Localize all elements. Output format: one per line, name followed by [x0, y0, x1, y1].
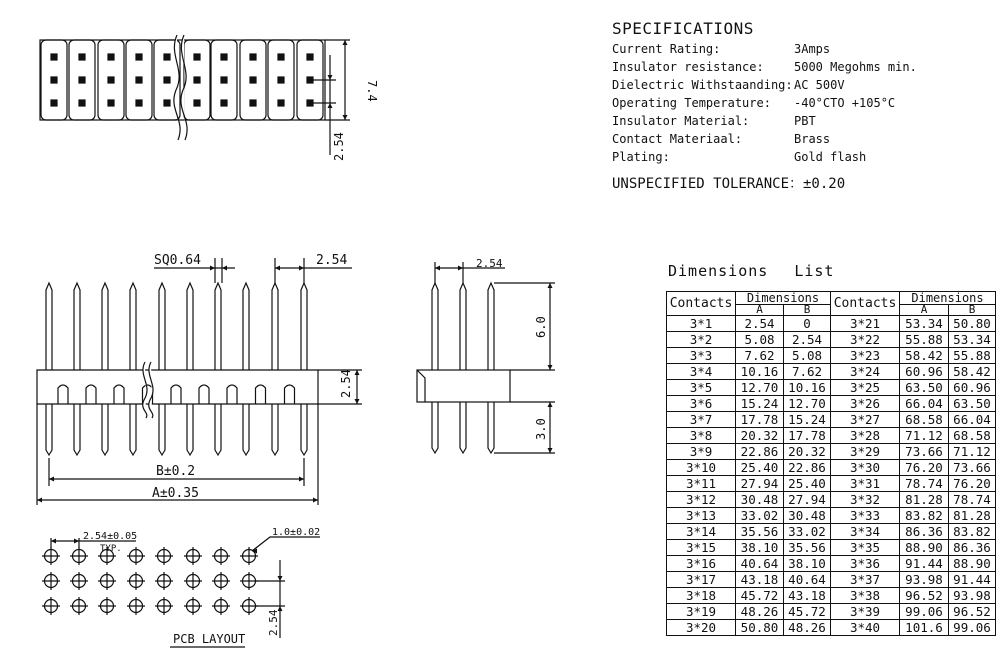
tolerance-note: UNSPECIFIED TOLERANCE：±0.20: [612, 176, 846, 192]
side-pitch-label: 2.54: [476, 257, 503, 270]
dim-b-cell: 15.24: [784, 412, 831, 428]
dim-a-cell: 91.44: [900, 556, 949, 572]
pin-upper: [130, 283, 136, 370]
housing-body: [37, 370, 318, 404]
pin-square: [108, 100, 114, 106]
contacts-cell: 3*18: [667, 588, 736, 604]
pin-square: [221, 100, 227, 106]
arrowhead: [328, 75, 333, 80]
dim-b-label: B±0.2: [156, 464, 196, 479]
dim-a-cell: 2.54: [736, 316, 784, 332]
pin-lower: [187, 404, 193, 455]
pcb-layout-title: PCB LAYOUT: [173, 632, 246, 646]
contacts-cell: 3*9: [667, 444, 736, 460]
contacts-cell: 3*5: [667, 380, 736, 396]
contacts-cell: 3*15: [667, 540, 736, 556]
pin-upper: [215, 283, 221, 370]
arrowhead: [210, 266, 215, 271]
contacts-cell: 3*36: [831, 556, 900, 572]
leader-line: [252, 537, 320, 551]
pin-upper: [432, 283, 438, 370]
pin-lower: [215, 404, 221, 455]
pin-square: [79, 54, 85, 60]
housing-notch: [285, 385, 295, 404]
dim-b-cell: 22.86: [784, 460, 831, 476]
pin-lower: [301, 404, 307, 455]
pin-square: [136, 100, 142, 106]
dim-b-cell: 17.78: [784, 428, 831, 444]
housing-notch: [58, 385, 68, 404]
dim-a-cell: 40.64: [736, 556, 784, 572]
pin-square: [307, 54, 313, 60]
dim-b-cell: 63.50: [949, 396, 996, 412]
arrowhead: [458, 266, 463, 271]
spec-label: Insulator resistance:: [612, 60, 764, 74]
pin-square: [79, 77, 85, 83]
dim-b-cell: 45.72: [784, 604, 831, 620]
pin-square: [164, 54, 170, 60]
pin-upper: [102, 283, 108, 370]
dim-a-cell: 83.82: [900, 508, 949, 524]
spec-label: Insulator Material:: [612, 114, 750, 128]
dim-a-cell: 60.96: [900, 364, 949, 380]
pcb-row-pitch-label: 2.54: [267, 609, 280, 636]
dim-a-cell: 53.34: [900, 316, 949, 332]
contacts-cell: 3*31: [831, 476, 900, 492]
dim-b-cell: 76.20: [949, 476, 996, 492]
contacts-cell: 3*27: [831, 412, 900, 428]
top-view: [40, 35, 350, 155]
top-pitch-label: 2.54: [332, 132, 346, 161]
arrowhead: [355, 370, 360, 375]
pin-square: [221, 54, 227, 60]
pin-square: [164, 100, 170, 106]
pin-square: [51, 100, 57, 106]
pin-square-label: SQ0.64: [154, 253, 201, 268]
spec-label: Operating Temperature:: [612, 96, 771, 110]
pin-lower: [46, 404, 52, 455]
dim-b-cell: 5.08: [784, 348, 831, 364]
contacts-cell: 3*20: [667, 620, 736, 636]
dim-b-cell: 0: [784, 316, 831, 332]
side-lower-label: 3.0: [534, 418, 548, 440]
dim-a-cell: 78.74: [900, 476, 949, 492]
pin-lower: [432, 402, 438, 453]
pin-upper: [243, 283, 249, 370]
arrowhead: [74, 539, 79, 544]
dim-b-cell: 83.82: [949, 524, 996, 540]
contacts-header: Contacts: [831, 292, 900, 316]
arrowhead: [313, 498, 318, 503]
pin-upper: [488, 283, 494, 370]
contacts-cell: 3*39: [831, 604, 900, 620]
housing-notch: [227, 385, 237, 404]
dim-b-cell: 48.26: [784, 620, 831, 636]
contacts-cell: 3*10: [667, 460, 736, 476]
b-header: B: [784, 305, 831, 316]
dim-b-cell: 2.54: [784, 332, 831, 348]
spec-value: 5000 Megohms min.: [794, 60, 917, 74]
break-mark: [174, 35, 180, 140]
dim-a-cell: 12.70: [736, 380, 784, 396]
dim-a-cell: 20.32: [736, 428, 784, 444]
arrowhead: [51, 539, 56, 544]
dim-a-cell: 101.6: [900, 620, 949, 636]
dim-b-cell: 91.44: [949, 572, 996, 588]
dim-a-cell: 58.42: [900, 348, 949, 364]
contacts-cell: 3*25: [831, 380, 900, 396]
contacts-cell: 3*8: [667, 428, 736, 444]
dim-a-cell: 96.52: [900, 588, 949, 604]
pin-lower: [272, 404, 278, 455]
contacts-cell: 3*3: [667, 348, 736, 364]
arrowhead: [328, 103, 333, 108]
contacts-cell: 3*33: [831, 508, 900, 524]
dim-a-cell: 17.78: [736, 412, 784, 428]
dim-a-cell: 73.66: [900, 444, 949, 460]
arrowhead: [343, 40, 348, 45]
arrowhead: [548, 402, 553, 407]
contacts-cell: 3*35: [831, 540, 900, 556]
pin-square: [250, 54, 256, 60]
list-title-word: List: [794, 262, 835, 280]
dim-a-cell: 5.08: [736, 332, 784, 348]
spec-value: 3Amps: [794, 42, 831, 56]
pin-lower: [460, 402, 466, 453]
pin-square: [194, 100, 200, 106]
dim-a-cell: 93.98: [900, 572, 949, 588]
contacts-cell: 3*30: [831, 460, 900, 476]
dim-a-cell: 66.04: [900, 396, 949, 412]
dim-b-cell: 25.40: [784, 476, 831, 492]
contacts-cell: 3*24: [831, 364, 900, 380]
dim-a-cell: 99.06: [900, 604, 949, 620]
contacts-cell: 3*12: [667, 492, 736, 508]
dim-b-cell: 38.10: [784, 556, 831, 572]
dim-a-label: A±0.35: [152, 486, 199, 501]
front-body-label: 2.54: [339, 369, 353, 398]
contacts-cell: 3*4: [667, 364, 736, 380]
dim-b-cell: 27.94: [784, 492, 831, 508]
spec-value: AC 500V: [794, 78, 845, 92]
pin-lower: [102, 404, 108, 455]
dimensions-header: Dimensions: [736, 292, 831, 305]
pin-square: [250, 77, 256, 83]
dim-b-cell: 50.80: [949, 316, 996, 332]
a-header: A: [736, 305, 784, 316]
arrowhead: [355, 399, 360, 404]
contacts-cell: 3*6: [667, 396, 736, 412]
dim-a-cell: 71.12: [900, 428, 949, 444]
contacts-cell: 3*23: [831, 348, 900, 364]
pin-square: [79, 100, 85, 106]
dim-b-cell: 66.04: [949, 412, 996, 428]
pin-square: [108, 77, 114, 83]
dim-b-cell: 30.48: [784, 508, 831, 524]
contacts-cell: 3*32: [831, 492, 900, 508]
pin-upper: [272, 283, 278, 370]
arrowhead: [548, 283, 553, 288]
dim-a-cell: 63.50: [900, 380, 949, 396]
spec-label: Dielectric Withstaanding:: [612, 78, 793, 92]
front-pitch-label: 2.54: [316, 253, 348, 268]
dim-b-cell: 58.42: [949, 364, 996, 380]
dim-b-cell: 33.02: [784, 524, 831, 540]
dim-a-cell: 10.16: [736, 364, 784, 380]
dim-b-cell: 88.90: [949, 556, 996, 572]
dim-b-cell: 10.16: [784, 380, 831, 396]
dim-a-cell: 76.20: [900, 460, 949, 476]
dim-b-cell: 60.96: [949, 380, 996, 396]
spec-value: Gold flash: [794, 150, 867, 164]
contacts-cell: 3*34: [831, 524, 900, 540]
a-header: A: [900, 305, 949, 316]
contacts-cell: 3*22: [831, 332, 900, 348]
dim-b-cell: 93.98: [949, 588, 996, 604]
housing-chamfer: [417, 370, 425, 402]
contacts-cell: 3*11: [667, 476, 736, 492]
spec-value: -40°CTO +105°C: [794, 96, 896, 110]
dim-b-cell: 96.52: [949, 604, 996, 620]
pcb-pitch-label: 2.54±0.05: [83, 531, 138, 542]
pin-square: [278, 54, 284, 60]
pin-square: [164, 77, 170, 83]
pcb-hole-label: 1.0±0.02: [272, 527, 321, 538]
spec-label: Contact Materiaal:: [612, 132, 743, 146]
pin-square: [108, 54, 114, 60]
housing-notch: [199, 385, 209, 404]
pin-lower: [130, 404, 136, 455]
dim-b-cell: 53.34: [949, 332, 996, 348]
housing-body: [417, 370, 510, 402]
dim-a-cell: 81.28: [900, 492, 949, 508]
dim-b-cell: 99.06: [949, 620, 996, 636]
dim-b-cell: 40.64: [784, 572, 831, 588]
dim-a-cell: 50.80: [736, 620, 784, 636]
pin-upper: [301, 283, 307, 370]
pin-lower: [243, 404, 249, 455]
dim-a-cell: 15.24: [736, 396, 784, 412]
spec-value: Brass: [794, 132, 831, 146]
spec-label: Plating:: [612, 150, 670, 164]
dim-a-cell: 38.10: [736, 540, 784, 556]
contacts-cell: 3*21: [831, 316, 900, 332]
housing-notch: [114, 385, 124, 404]
dim-a-cell: 55.88: [900, 332, 949, 348]
dim-b-cell: 55.88: [949, 348, 996, 364]
arrowhead: [299, 477, 304, 482]
dim-b-cell: 43.18: [784, 588, 831, 604]
dimensions-title-word: Dimensions: [668, 262, 769, 280]
pin-square: [194, 77, 200, 83]
dim-a-cell: 68.58: [900, 412, 949, 428]
pin-square: [221, 77, 227, 83]
dim-b-cell: 81.28: [949, 508, 996, 524]
contacts-cell: 3*13: [667, 508, 736, 524]
pin-lower: [159, 404, 165, 455]
pin-square: [278, 77, 284, 83]
contacts-cell: 3*40: [831, 620, 900, 636]
dim-a-cell: 48.26: [736, 604, 784, 620]
dim-a-cell: 30.48: [736, 492, 784, 508]
contacts-cell: 3*37: [831, 572, 900, 588]
pin-lower: [488, 402, 494, 453]
arrowhead: [435, 266, 440, 271]
dim-a-cell: 7.62: [736, 348, 784, 364]
dim-a-cell: 33.02: [736, 508, 784, 524]
arrowhead: [548, 448, 553, 453]
arrowhead: [278, 576, 283, 581]
pcb-typ-label: TYP.: [100, 544, 122, 554]
pin-square: [51, 77, 57, 83]
contacts-cell: 3*7: [667, 412, 736, 428]
pin-square: [136, 77, 142, 83]
pin-square: [194, 54, 200, 60]
housing-notch: [171, 385, 181, 404]
spec-value: PBT: [794, 114, 816, 128]
pin-square: [278, 100, 284, 106]
contacts-cell: 3*14: [667, 524, 736, 540]
arrowhead: [299, 266, 304, 271]
pin-square: [51, 54, 57, 60]
contacts-cell: 3*29: [831, 444, 900, 460]
contacts-cell: 3*38: [831, 588, 900, 604]
dim-b-cell: 78.74: [949, 492, 996, 508]
pin-upper: [46, 283, 52, 370]
dim-b-cell: 73.66: [949, 460, 996, 476]
pin-upper: [460, 283, 466, 370]
dim-a-cell: 86.36: [900, 524, 949, 540]
housing-notch: [86, 385, 96, 404]
dim-b-cell: 12.70: [784, 396, 831, 412]
dim-a-cell: 22.86: [736, 444, 784, 460]
b-header: B: [949, 305, 996, 316]
arrowhead: [222, 266, 227, 271]
arrowhead: [37, 498, 42, 503]
contacts-cell: 3*19: [667, 604, 736, 620]
spec-label: Current Rating:: [612, 42, 721, 56]
dim-a-cell: 43.18: [736, 572, 784, 588]
dim-b-cell: 86.36: [949, 540, 996, 556]
arrowhead: [49, 477, 54, 482]
contacts-cell: 3*16: [667, 556, 736, 572]
dim-a-cell: 35.56: [736, 524, 784, 540]
arrowhead: [548, 365, 553, 370]
contacts-cell: 3*1: [667, 316, 736, 332]
dim-b-cell: 71.12: [949, 444, 996, 460]
arrowhead: [343, 115, 348, 120]
side-upper-label: 6.0: [534, 316, 548, 338]
dim-a-cell: 88.90: [900, 540, 949, 556]
front-view: [37, 258, 362, 505]
contacts-cell: 3*26: [831, 396, 900, 412]
arrowhead: [275, 266, 280, 271]
pin-upper: [74, 283, 80, 370]
dim-b-cell: 7.62: [784, 364, 831, 380]
break-mark: [181, 35, 187, 140]
pin-square: [250, 100, 256, 106]
top-height-label: 7.4: [365, 80, 379, 102]
dim-b-cell: 20.32: [784, 444, 831, 460]
housing-notch: [256, 385, 266, 404]
dim-b-cell: 35.56: [784, 540, 831, 556]
pin-upper: [159, 283, 165, 370]
contacts-cell: 3*28: [831, 428, 900, 444]
pin-upper: [187, 283, 193, 370]
contacts-header: Contacts: [667, 292, 736, 316]
dimensions-header: Dimensions: [900, 292, 996, 305]
specifications-title: SPECIFICATIONS: [612, 19, 754, 38]
dim-b-cell: 68.58: [949, 428, 996, 444]
contacts-cell: 3*17: [667, 572, 736, 588]
dim-a-cell: 45.72: [736, 588, 784, 604]
dim-a-cell: 27.94: [736, 476, 784, 492]
contacts-cell: 3*2: [667, 332, 736, 348]
dim-a-cell: 25.40: [736, 460, 784, 476]
pin-square: [136, 54, 142, 60]
pin-lower: [74, 404, 80, 455]
